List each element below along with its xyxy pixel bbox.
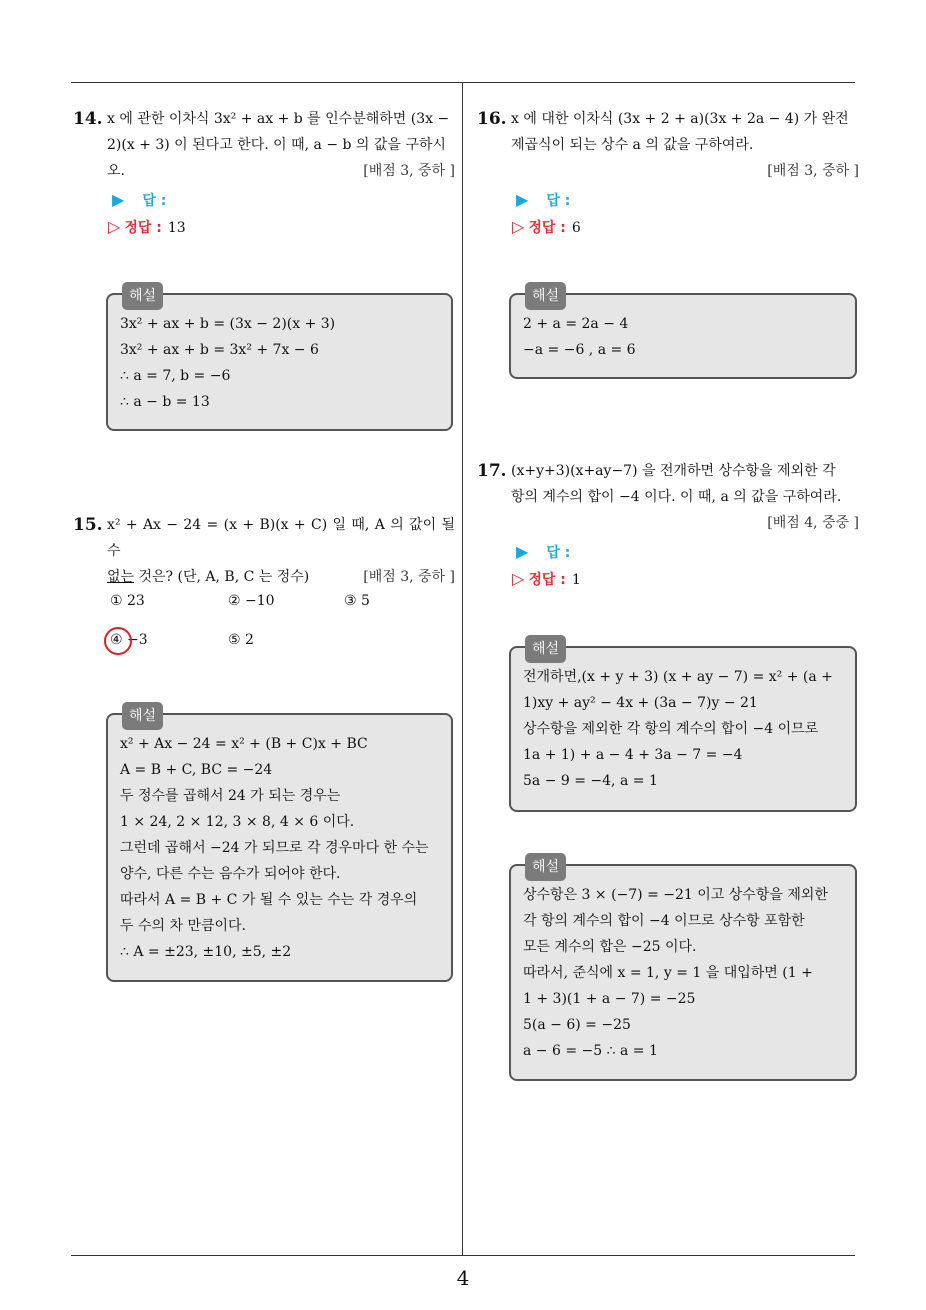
solution-line: ∴ A = ±23, ±10, ±5, ±2 bbox=[120, 944, 292, 960]
correct-label: 정답 : bbox=[124, 220, 162, 236]
solution-line: 5(a − 6) = −25 bbox=[523, 1017, 631, 1033]
solution-line: A = B + C, BC = −24 bbox=[120, 762, 273, 778]
outline-play-icon: ▷ bbox=[108, 217, 121, 236]
underlined-text: 없는 bbox=[107, 569, 135, 585]
outline-play-icon: ▷ bbox=[512, 569, 525, 588]
solution-line: 모든 계수의 합은 −25 이다. bbox=[523, 939, 697, 955]
problem-text: x² + Ax − 24 = (x + B)(x + C) 일 때, A 의 값이 될 수 bbox=[107, 517, 455, 559]
correct-answer-value: 6 bbox=[571, 220, 581, 236]
choice-2[interactable]: ② −10 bbox=[228, 593, 275, 609]
page-number: 4 bbox=[456, 1266, 470, 1290]
solution-line: 1)xy + ay² − 4x + (3a − 7)y − 21 bbox=[523, 695, 758, 711]
solution-line: 상수항은 3 × (−7) = −21 이고 상수항을 제외한 bbox=[523, 887, 828, 903]
solution-line: ∴ a − b = 13 bbox=[120, 394, 210, 410]
solution-line: 2 + a = 2a − 4 bbox=[523, 316, 629, 332]
problem-text: 2)(x + 3) 이 된다고 한다. 이 때, a − b 의 값을 구하시 bbox=[107, 137, 446, 153]
solution-box bbox=[509, 641, 857, 812]
solution-line: x² + Ax − 24 = x² + (B + C)x + BC bbox=[120, 736, 368, 752]
solution-line: 두 정수를 곱해서 24 가 되는 경우는 bbox=[120, 788, 341, 804]
solution-line: 1 × 24, 2 × 12, 3 × 8, 4 × 6 이다. bbox=[120, 814, 355, 830]
bottom-rule bbox=[71, 1255, 855, 1256]
play-icon: ▶ bbox=[112, 190, 125, 209]
choice-1[interactable]: ① 23 bbox=[110, 593, 145, 609]
solution-line: 3x² + ax + b = (3x − 2)(x + 3) bbox=[120, 316, 336, 332]
correct-answer-line bbox=[512, 569, 581, 589]
play-icon: ▶ bbox=[516, 190, 529, 209]
problem-14 bbox=[73, 106, 455, 184]
correct-answer-line bbox=[108, 217, 186, 237]
solution-box bbox=[509, 288, 857, 379]
problem-text: (x+y+3)(x+ay−7) 을 전개하면 상수항을 제외한 각 bbox=[511, 463, 836, 479]
solution-line: a − 6 = −5 ∴ a = 1 bbox=[523, 1043, 658, 1059]
solution-line: −a = −6 , a = 6 bbox=[523, 342, 636, 358]
solution-line: 두 수의 차 만큼이다. bbox=[120, 918, 246, 934]
solution-tag: 해설 bbox=[525, 635, 566, 663]
selected-circle-icon bbox=[104, 627, 132, 655]
problem-text: 것은? (단, A, B, C 는 정수) bbox=[134, 569, 310, 585]
solution-tag: 해설 bbox=[525, 282, 566, 310]
choice-5[interactable]: ⑤ 2 bbox=[228, 632, 254, 648]
choice-4[interactable] bbox=[110, 632, 148, 648]
solution-line: 1 + 3)(1 + a − 7) = −25 bbox=[523, 991, 696, 1007]
problem-number: 14. bbox=[73, 109, 103, 129]
solution-line: 전개하면,(x + y + 3) (x + ay − 7) = x² + (a + bbox=[523, 669, 833, 685]
problem-text: 제곱식이 되는 상수 a 의 값을 구하여라. bbox=[511, 137, 754, 153]
correct-answer-value: 13 bbox=[167, 220, 186, 236]
solution-box bbox=[509, 859, 857, 1081]
solution-line: ∴ a = 7, b = −6 bbox=[120, 368, 231, 384]
score-info: [배점 3, 중하 ] bbox=[363, 163, 455, 179]
solution-tag: 해설 bbox=[122, 282, 163, 310]
answer-label: 답 : bbox=[142, 193, 167, 209]
outline-play-icon: ▷ bbox=[512, 217, 525, 236]
problem-number: 15. bbox=[73, 515, 103, 535]
play-icon: ▶ bbox=[516, 542, 529, 561]
solution-line: 상수항을 제외한 각 항의 계수의 합이 −4 이므로 bbox=[523, 721, 819, 737]
problem-16 bbox=[477, 106, 859, 184]
solution-line: 각 항의 계수의 합이 −4 이므로 상수항 포함한 bbox=[523, 913, 805, 929]
correct-label: 정답 : bbox=[528, 220, 566, 236]
problem-17 bbox=[477, 458, 859, 536]
problem-text: 항의 계수의 합이 −4 이다. 이 때, a 의 값을 구하여라. bbox=[511, 489, 842, 505]
correct-label: 정답 : bbox=[528, 572, 566, 588]
choices bbox=[110, 593, 450, 653]
correct-answer-line bbox=[512, 217, 581, 237]
solution-line: 그런데 곱해서 −24 가 되므로 각 경우마다 한 수는 bbox=[120, 840, 429, 856]
answer-line bbox=[516, 542, 570, 562]
answer-label: 답 : bbox=[546, 545, 571, 561]
score-info: [배점 3, 중하 ] bbox=[363, 569, 455, 585]
problem-number: 16. bbox=[477, 109, 507, 129]
correct-answer-value: 1 bbox=[571, 572, 581, 588]
choice-3[interactable]: ③ 5 bbox=[344, 593, 370, 609]
solution-tag: 해설 bbox=[525, 853, 566, 881]
problem-number: 17. bbox=[477, 461, 507, 481]
problem-15 bbox=[73, 512, 455, 590]
answer-label: 답 : bbox=[546, 193, 571, 209]
column-divider bbox=[462, 82, 463, 1255]
problem-text: x 에 대한 이차식 (3x + 2 + a)(3x + 2a − 4) 가 완전 bbox=[511, 111, 849, 127]
solution-line: 양수, 다른 수는 음수가 되어야 한다. bbox=[120, 866, 341, 882]
solution-box bbox=[106, 288, 453, 431]
problem-text: 오. bbox=[107, 163, 125, 179]
choice-text: ④ −3 bbox=[110, 632, 148, 648]
top-rule bbox=[71, 82, 855, 83]
solution-line: 1a + 1) + a − 4 + 3a − 7 = −4 bbox=[523, 747, 743, 763]
solution-tag: 해설 bbox=[122, 702, 163, 730]
solution-line: 따라서, 준식에 x = 1, y = 1 을 대입하면 (1 + bbox=[523, 965, 813, 981]
solution-line: 3x² + ax + b = 3x² + 7x − 6 bbox=[120, 342, 319, 358]
solution-line: 5a − 9 = −4, a = 1 bbox=[523, 773, 658, 789]
answer-line bbox=[112, 190, 166, 210]
solution-line: 따라서 A = B + C 가 될 수 있는 수는 각 경우의 bbox=[120, 892, 418, 908]
answer-line bbox=[516, 190, 570, 210]
score-info: [배점 3, 중하 ] bbox=[767, 163, 859, 179]
problem-text: x 에 관한 이차식 3x² + ax + b 를 인수분해하면 (3x − bbox=[107, 111, 450, 127]
score-info: [배점 4, 중중 ] bbox=[767, 515, 859, 531]
solution-box bbox=[106, 708, 453, 982]
